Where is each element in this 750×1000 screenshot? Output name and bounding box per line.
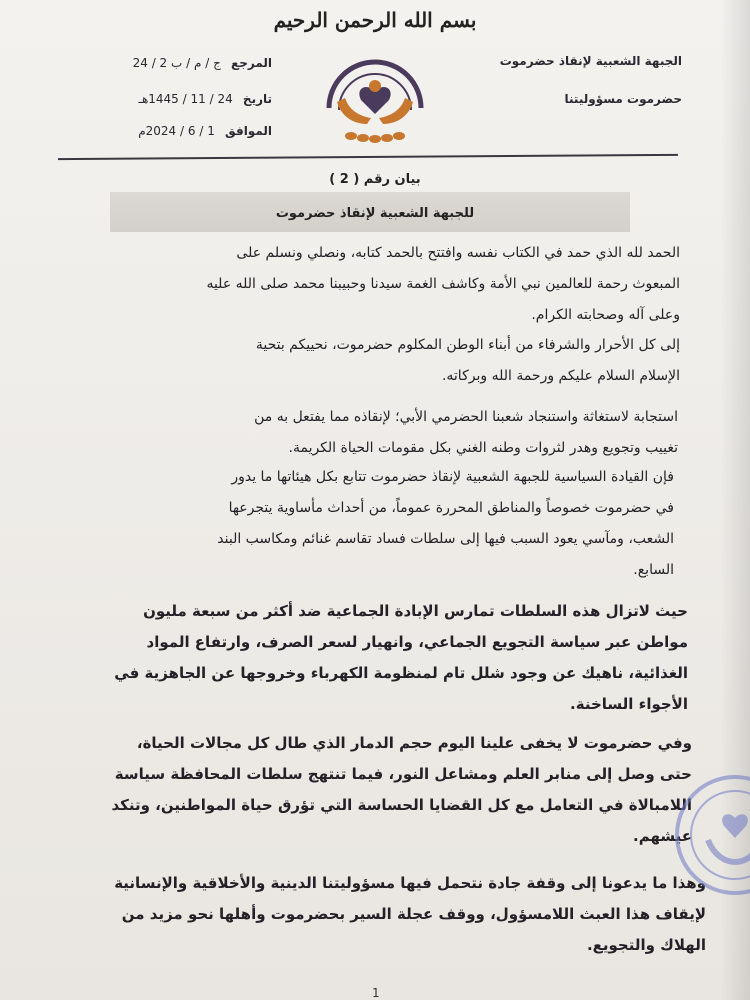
date-label: تاريخ (242, 92, 272, 106)
paragraph-line: استجابة لاستغاثة واستنجاد شعبنا الحضرمي الأبي؛ لإنقاذه مما يفتعل به من (254, 409, 678, 425)
paragraph-line: الإسلام السلام عليكم ورحمة الله وبركاته. (441, 368, 680, 384)
paragraph-line: الغذائية، ناهيك عن وجود شلل تام لمنظومة الكهرباء وخروجها عن الجاهزية في (114, 664, 688, 682)
organization-name: الجبهة الشعبية لإنقاذ حضرموت (499, 54, 682, 68)
paragraph-line: لإيقاف هذا العبث اللامسؤول، ووقف عجلة السير بحضرموت وأهلها نحو مزيد من (121, 905, 706, 923)
paragraph-line: الأجواء الساخنة. (570, 695, 688, 713)
paragraph-line: إلى كل الأحرار والشرفاء من أبناء الوطن المكلوم حضرموت، نحييكم بتحية (255, 337, 680, 353)
paragraph-greeting (256, 330, 680, 392)
paragraph-political-leadership (217, 462, 674, 586)
paragraph-line: المبعوث رحمة للعالمين نبي الأمة وكاشف الغمة سيدنا وحبيبنا محمد صلى الله عليه (206, 276, 680, 292)
reference-label: المرجع (231, 56, 272, 70)
paragraph-line: الشعب، ومآسي يعود السبب فيها إلى سلطات فساد تقاسم غنائم ومكاسب البند (217, 531, 674, 547)
corresponding-label: الموافق (225, 124, 272, 138)
date-value: 24 / 11 / 1445هـ (138, 92, 233, 106)
paragraph-opening-praise (206, 238, 680, 331)
header-divider (58, 154, 678, 160)
paragraph-authorities (114, 596, 688, 720)
paragraph-line: السابع. (633, 562, 674, 578)
statement-number: بيان رقم ( 2 ) (329, 172, 421, 187)
paragraph-line: الهلاك والتجويع. (586, 936, 706, 954)
paragraph-line: الحمد لله الذي حمد في الكتاب نفسه وافتتح بالحمد كتابه، ونصلي ونسلم على (236, 245, 680, 261)
paragraph-line: فإن القيادة السياسية للجبهة الشعبية لإنقاذ حضرموت تتابع بكل هيئاتها ما يدور (231, 469, 674, 485)
date-line (92, 92, 272, 106)
paragraph-line: اللامبالاة في التعامل مع كل القضايا الحساسة التي تؤرق حياة المواطنين، وتنكد (111, 796, 692, 814)
paragraph-line: حتى وصل إلى منابر العلم ومشاعل النور، فيما تنتهج سلطات المحافظة سياسة (114, 765, 692, 783)
paragraph-line: تغييب وتجويع وهدر لثروات وطنه الغني بكل مقومات الحياة الكريمة. (288, 440, 678, 456)
page-number: 1 (372, 986, 380, 1000)
paragraph-line: مواطن عبر سياسة التجويع الجماعي، وانهيار لسعر الصرف، وارتفاع المواد (146, 633, 688, 651)
hands-heart-wheat-emblem-icon (315, 52, 435, 152)
corresponding-date-line (92, 124, 272, 138)
paragraph-hadramout-destruction (111, 728, 692, 852)
paragraph-line: حيث لاتزال هذه السلطات تمارس الإبادة الجماعية ضد أكثر من سبعة مليون (143, 602, 688, 620)
organization-stamp-icon (670, 770, 750, 900)
statement-heading: للجبهة الشعبية لإنقاذ حضرموت (275, 206, 475, 221)
basmala-header: بسم الله الرحمن الرحيم (273, 8, 477, 32)
paragraph-response (254, 402, 678, 464)
paragraph-call-to-action (114, 868, 706, 961)
reference-line (92, 56, 272, 70)
organization-slogan: حضرموت مسؤوليتنا (564, 92, 682, 106)
reference-value: ج / م / ب 2 / 24 (132, 56, 221, 70)
corresponding-value: 1 / 6 / 2024م (138, 124, 215, 138)
paragraph-line: وعلى آله وصحابته الكرام. (531, 307, 680, 323)
paragraph-line: عيشهم. (633, 827, 692, 845)
paragraph-line: وفي حضرموت لا يخفى علينا اليوم حجم الدمار الذي طال كل مجالات الحياة، (136, 734, 692, 752)
paragraph-line: وهذا ما يدعونا إلى وقفة جادة نتحمل فيها مسؤوليتنا الدينية والأخلاقية والإنسانية (114, 874, 706, 892)
paragraph-line: في حضرموت خصوصاً والمناطق المحررة عموماً، من أحداث مأساوية يتجرعها (228, 500, 674, 516)
